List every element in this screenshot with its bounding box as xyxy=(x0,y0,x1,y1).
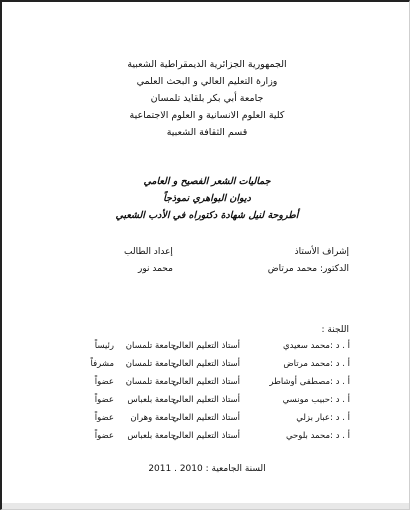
student-name: محمد نور xyxy=(138,264,173,274)
header-republic: الجمهورية الجزائرية الديمقراطية الشعبية xyxy=(127,59,287,70)
committee-member-row xyxy=(94,394,350,406)
committee-member-row xyxy=(94,430,350,442)
member-rank: أستاذ التعليم العالي xyxy=(172,413,240,423)
member-rank: أستاذ التعليم العالي xyxy=(172,377,240,387)
member-role: رئيساً xyxy=(94,341,114,351)
committee-member-row xyxy=(94,340,350,352)
member-name: محمد بلوحي xyxy=(285,431,330,441)
header-department: قسم الثقافة الشعبية xyxy=(166,127,248,138)
committee-member-row xyxy=(90,358,350,370)
header-ministry: وزارة التعليم العالي و البحث العلمي xyxy=(136,76,278,87)
member-rank: أستاذ التعليم العالي xyxy=(172,431,240,441)
member-role: مشرفاً xyxy=(90,359,114,369)
member-prefix: أ . د : xyxy=(330,341,350,351)
member-prefix: أ . د : xyxy=(330,395,350,405)
member-prefix: أ . د : xyxy=(330,377,350,387)
member-prefix: أ . د : xyxy=(330,431,350,441)
member-university: جامعة بلعباس xyxy=(127,431,176,441)
member-role: عضواً xyxy=(94,377,114,387)
member-university: جامعة تلمسان xyxy=(125,377,176,387)
member-name: محمد سعيدي xyxy=(282,341,330,351)
member-university: جامعة تلمسان xyxy=(125,359,176,369)
supervisor-name: الدكتور: محمد مرتاض xyxy=(267,264,349,274)
student-label: إعداد الطالب xyxy=(124,247,173,257)
member-university: جامعة بلعباس xyxy=(127,395,176,405)
header-faculty: كلية العلوم الانسانية و العلوم الاجتماعية xyxy=(129,110,285,121)
committee-member-row xyxy=(94,376,350,388)
committee-label: اللجنة : xyxy=(321,325,349,335)
member-rank: أستاذ التعليم العالي xyxy=(172,395,240,405)
member-rank: أستاذ التعليم العالي xyxy=(172,359,240,369)
member-prefix: أ . د : xyxy=(330,359,350,369)
member-role: عضواً xyxy=(94,413,114,423)
member-name: حبيب مونسي xyxy=(282,395,330,405)
member-role: عضواً xyxy=(94,431,114,441)
member-name: مصطفى أوشاطر xyxy=(269,377,330,387)
member-rank: أستاذ التعليم العالي xyxy=(172,341,240,351)
member-university: جامعة وهران xyxy=(130,413,176,423)
member-prefix: أ . د : xyxy=(330,413,350,423)
academic-year: السنة الجامعية : 2010 . 2011 xyxy=(148,464,266,474)
thesis-title: جماليات الشعر الفصيح و العامي xyxy=(143,176,271,187)
header-university: جامعة أبي بكر بلقايد تلمسان xyxy=(150,93,264,104)
thesis-subtitle: ديوان البواهري نموذجاً xyxy=(163,193,251,204)
member-role: عضواً xyxy=(94,395,114,405)
committee-member-row xyxy=(94,412,350,424)
member-university: جامعة تلمسان xyxy=(125,341,176,351)
thesis-degree: أطروحة لنيل شهادة دكتوراه في الأدب الشعبي xyxy=(115,210,299,221)
supervisor-label: إشراف الأستاذ xyxy=(294,247,349,257)
member-name: عبار بزلي xyxy=(296,413,330,423)
member-name: محمد مرتاض xyxy=(283,359,330,369)
